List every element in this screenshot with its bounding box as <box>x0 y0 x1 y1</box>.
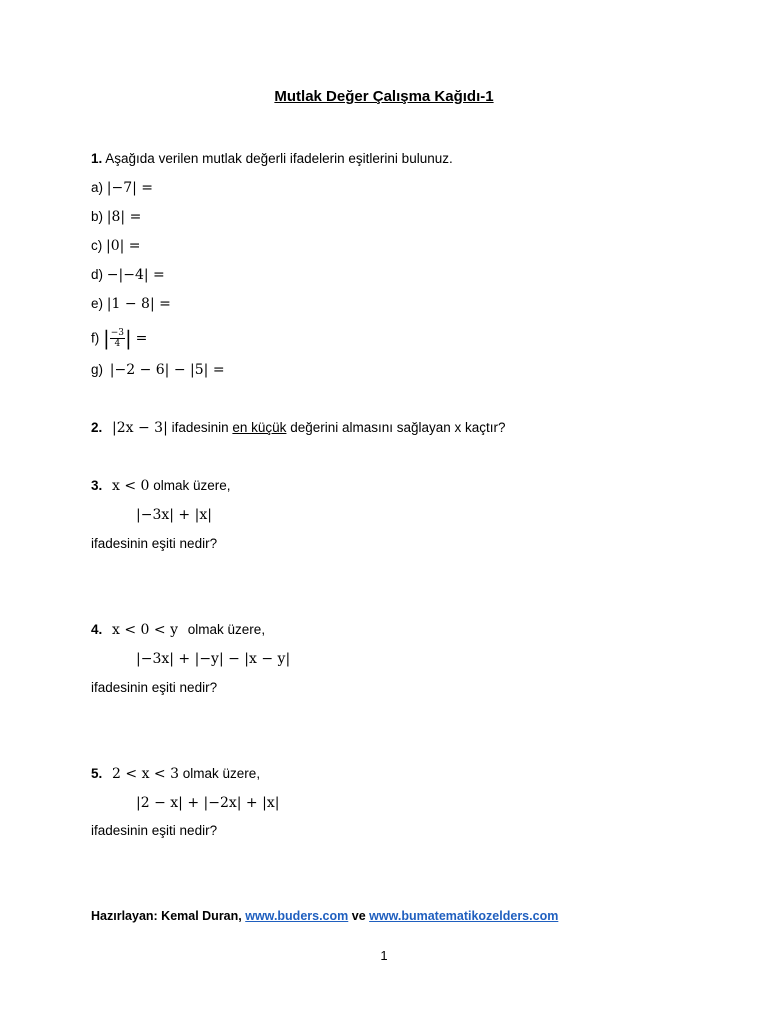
question-4: 4. x < 0 < y olmak üzere, <box>91 622 266 638</box>
q1-item-a: a) |−7| = <box>91 180 154 196</box>
fraction: $\frac{-3}{4}$ <box>110 327 125 349</box>
q1-item-f: f) | $\frac{-3}{4}$ | = <box>91 326 148 351</box>
q1-item-b: b) |8| = <box>91 209 142 225</box>
q5-question: ifadesinin eşiti nedir? <box>91 823 218 838</box>
question-5: 5. 2 < x < 3 olmak üzere, <box>91 766 261 782</box>
question-number: 1. <box>91 151 103 166</box>
q1-item-d: d) −|−4| = <box>91 267 165 283</box>
q4-expression: |−3x| + |−y| − |x − y| <box>136 651 291 667</box>
q3-expression: |−3x| + |x| <box>136 507 212 523</box>
question-2: 2. |2x − 3| ifadesinin en küçük değerini almasını sağlayan x kaçtır? <box>91 420 506 436</box>
q1-item-c: c) |0| = <box>91 238 141 254</box>
page-number: 1 <box>380 948 388 963</box>
question-1 <box>91 151 453 166</box>
bumatematik-link[interactable]: www.bumatematikozelders.com <box>369 909 559 923</box>
question-text: Aşağıda verilen mutlak değerli ifadelerin eşitlerini bulunuz. <box>105 151 453 166</box>
q5-expression: |2 − x| + |−2x| + |x| <box>136 795 280 811</box>
page-title: Mutlak Değer Çalışma Kağıdı-1 <box>274 88 494 105</box>
q4-question: ifadesinin eşiti nedir? <box>91 680 218 695</box>
question-3: 3. x < 0 olmak üzere, <box>91 478 231 494</box>
buders-link[interactable]: www.buders.com <box>245 909 349 923</box>
footer-credit: Hazırlayan: Kemal Duran, www.buders.com ve www.bumatematikozelders.com <box>91 909 559 923</box>
q3-question: ifadesinin eşiti nedir? <box>91 536 218 551</box>
q1-item-g: g) |−2 − 6| − |5| = <box>91 362 225 378</box>
q1-item-e: e) |1 − 8| = <box>91 296 171 312</box>
